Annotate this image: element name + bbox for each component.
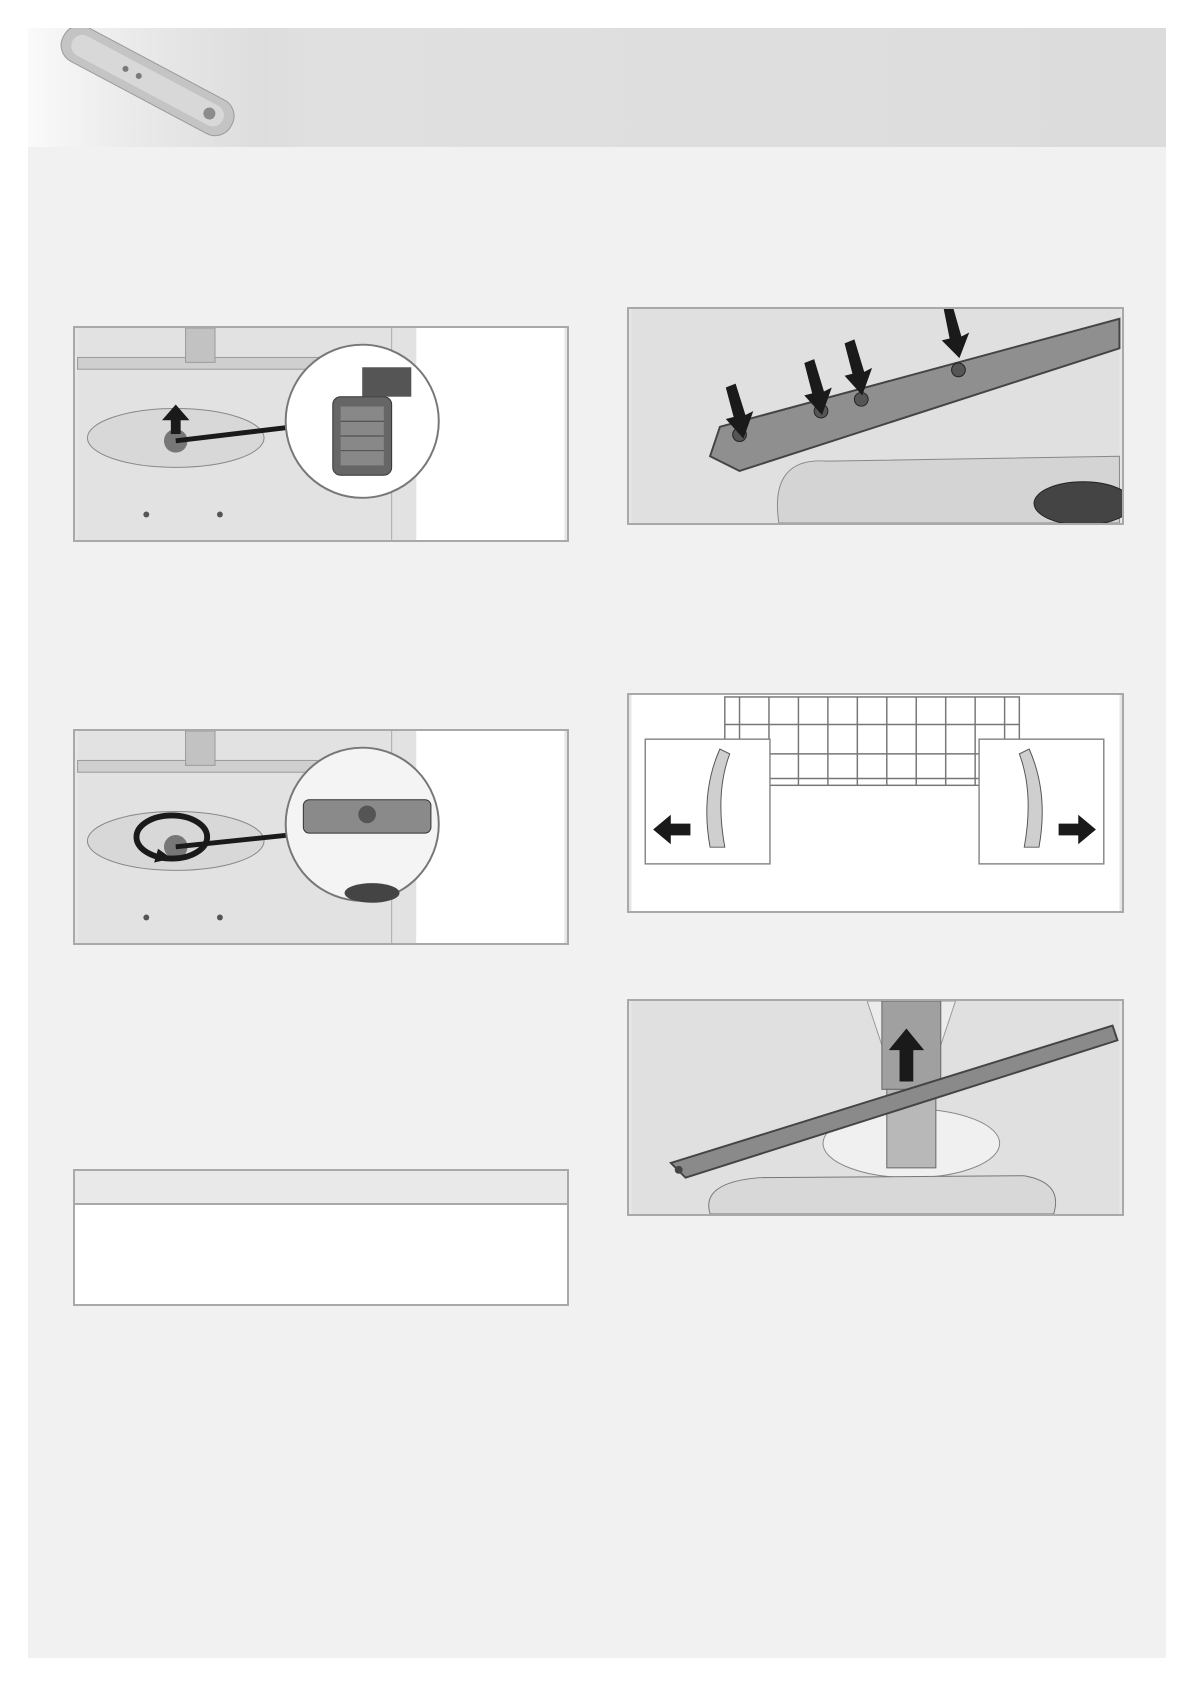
filter-rotation-illustration [75,731,567,943]
spray-holes-illustration [629,309,1122,523]
rack-rails-illustration [629,695,1122,911]
filter-removal-illustration [75,328,567,540]
spray-arm-header-image [28,28,1166,147]
figure-clean-spray-holes [627,307,1124,525]
spray-arm-lift-illustration [629,1001,1122,1214]
note-body [75,1205,567,1221]
header-band [28,28,1166,147]
figure-lift-spray-arm [627,999,1124,1216]
figure-pull-rack-rails [627,693,1124,913]
figure-rotate-filter [73,729,569,945]
note-title [75,1171,567,1205]
note-box [73,1169,569,1306]
figure-remove-filter [73,326,569,542]
